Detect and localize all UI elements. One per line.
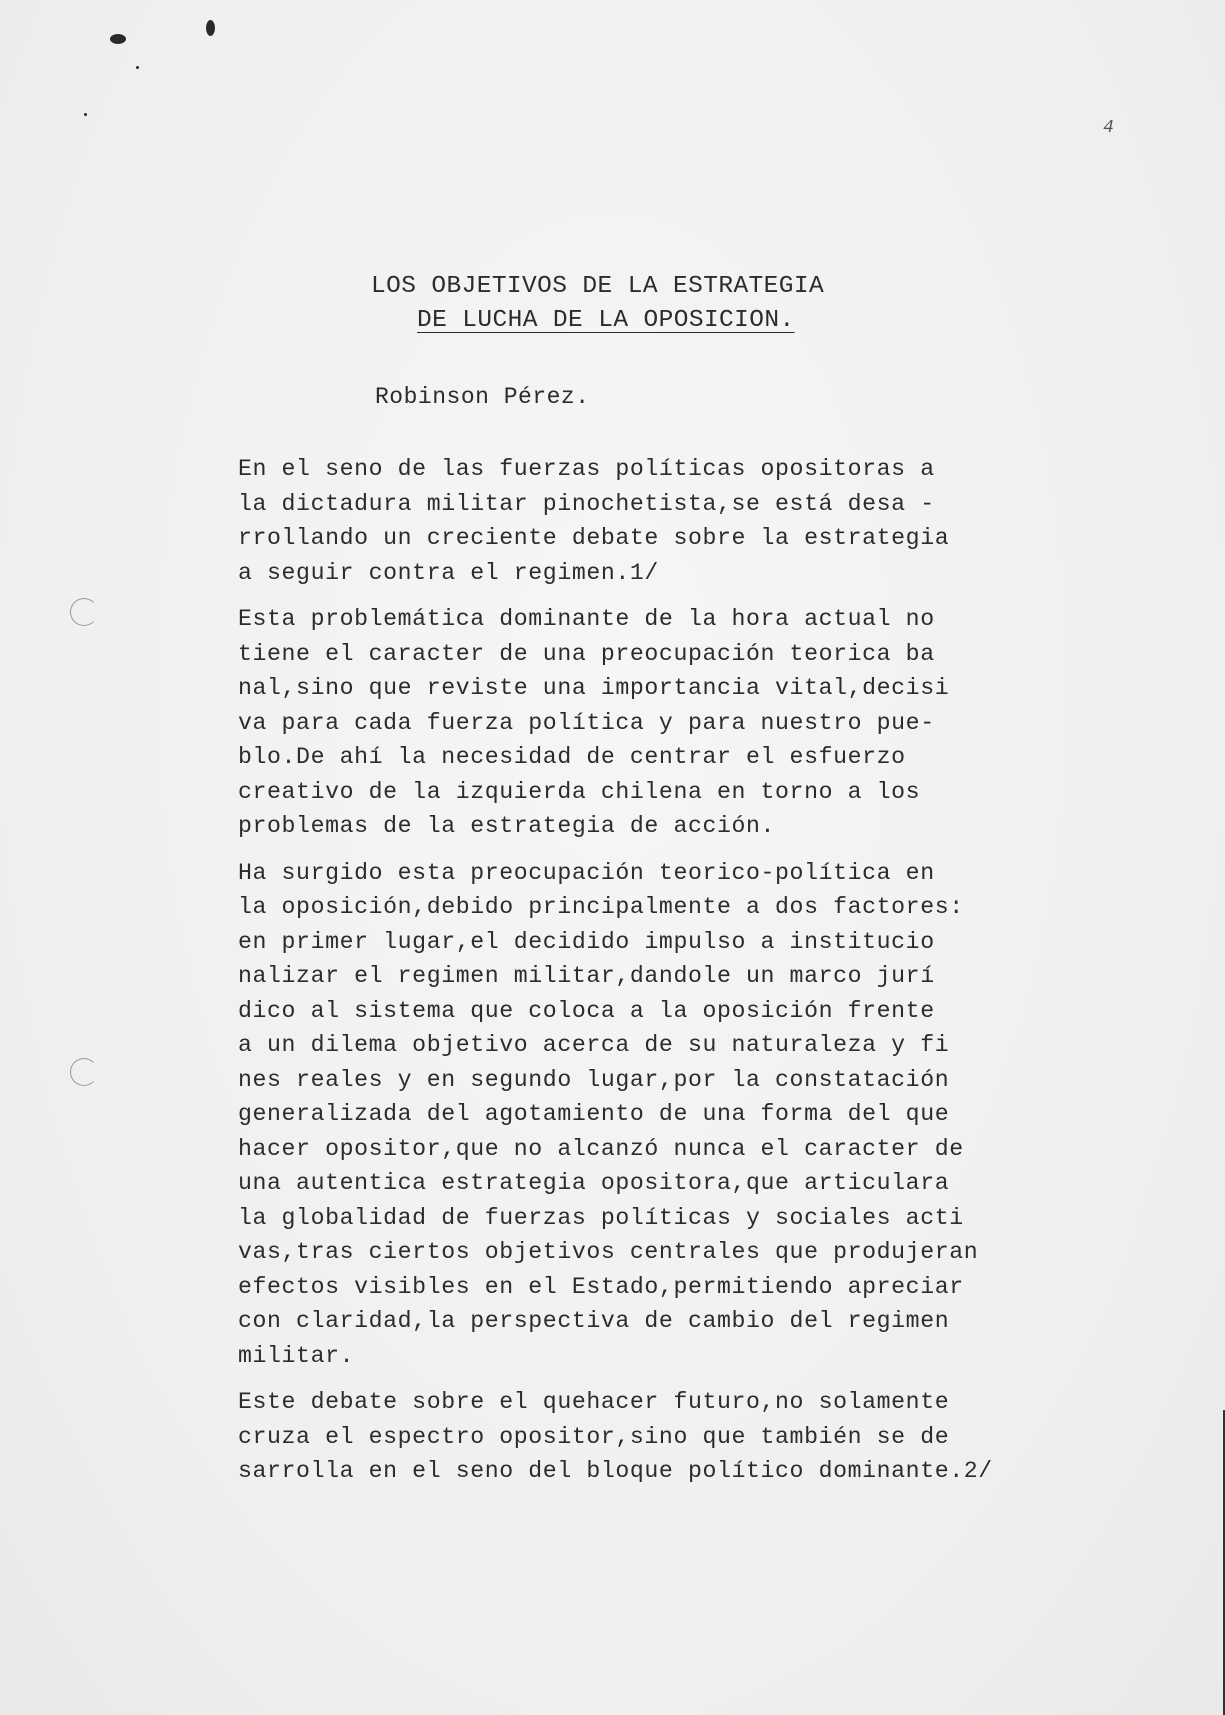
paragraph-2 xyxy=(238,602,1038,844)
text-line: va para cada fuerza política y para nuestro pue- xyxy=(238,709,935,736)
text-line: efectos visibles en el Estado,permitiendo apreciar xyxy=(238,1273,964,1300)
text-line: cruza el espectro opositor,sino que también se de xyxy=(238,1423,950,1450)
text-line: con claridad,la perspectiva de cambio del regimen xyxy=(238,1308,950,1334)
title-line-1: LOS OBJETIVOS DE LA ESTRATEGIA xyxy=(371,273,825,300)
text-line: nes reales y en segundo lugar,por la constatación xyxy=(238,1066,950,1093)
punch-hole-mark xyxy=(70,598,98,626)
author-name: Robinson Pérez. xyxy=(375,384,590,410)
text-line: tiene el caracter de una preocupación teorica ba xyxy=(238,640,935,667)
ink-dot xyxy=(84,113,87,116)
text-line: Ha surgido esta preocupación teorico-política en xyxy=(238,859,935,886)
text-line: sarrolla en el seno del bloque político dominante.2/ xyxy=(238,1458,993,1484)
text-line: generalizada del agotamiento de una forma del que xyxy=(238,1101,950,1127)
paragraph-3 xyxy=(238,856,1038,1374)
ink-dot xyxy=(136,66,139,69)
text-line: nal,sino que reviste una importancia vital,decisi xyxy=(238,675,950,701)
ink-smudge xyxy=(206,20,215,36)
text-line: hacer opositor,que no alcanzó nunca el caracter de xyxy=(238,1135,964,1162)
text-line: en primer lugar,el decidido impulso a institucio xyxy=(238,928,935,955)
text-line: creativo de la izquierda chilena en torno a los xyxy=(238,778,921,805)
page-number-mark: 4 xyxy=(1103,118,1114,138)
text-line: la dictadura militar pinochetista,se está desa - xyxy=(238,490,935,517)
document-title xyxy=(371,270,824,338)
text-line: una autentica estrategia opositora,que articulara xyxy=(238,1170,950,1196)
title-line-2: DE LUCHA DE LA OPOSICION. xyxy=(417,307,795,334)
text-line: En el seno de las fuerzas políticas opositoras a xyxy=(238,456,935,482)
text-line: nalizar el regimen militar,dandole un marco jurí xyxy=(238,963,935,989)
paragraph-4 xyxy=(238,1385,1038,1489)
body-text xyxy=(238,452,1038,1501)
text-line: vas,tras ciertos objetivos centrales que produjeran xyxy=(238,1239,979,1265)
text-line: Esta problemática dominante de la hora actual no xyxy=(238,606,935,632)
text-line: problemas de la estrategia de acción. xyxy=(238,813,776,839)
paragraph-1 xyxy=(238,452,1038,590)
text-line: a seguir contra el regimen.1/ xyxy=(238,559,659,586)
text-line: a un dilema objetivo acerca de su naturaleza y fi xyxy=(238,1032,950,1058)
text-line: rrollando un creciente debate sobre la estrategia xyxy=(238,525,950,551)
punch-hole-mark xyxy=(70,1058,98,1086)
text-line: Este debate sobre el quehacer futuro,no solamente xyxy=(238,1389,950,1415)
text-line: la globalidad de fuerzas políticas y sociales acti xyxy=(238,1204,964,1231)
text-line: dico al sistema que coloca a la oposición frente xyxy=(238,997,935,1024)
text-line: militar. xyxy=(238,1342,355,1369)
text-line: blo.De ahí la necesidad de centrar el esfuerzo xyxy=(238,744,906,770)
text-line: la oposición,debido principalmente a dos factores: xyxy=(238,894,964,920)
ink-smudge xyxy=(110,34,126,44)
